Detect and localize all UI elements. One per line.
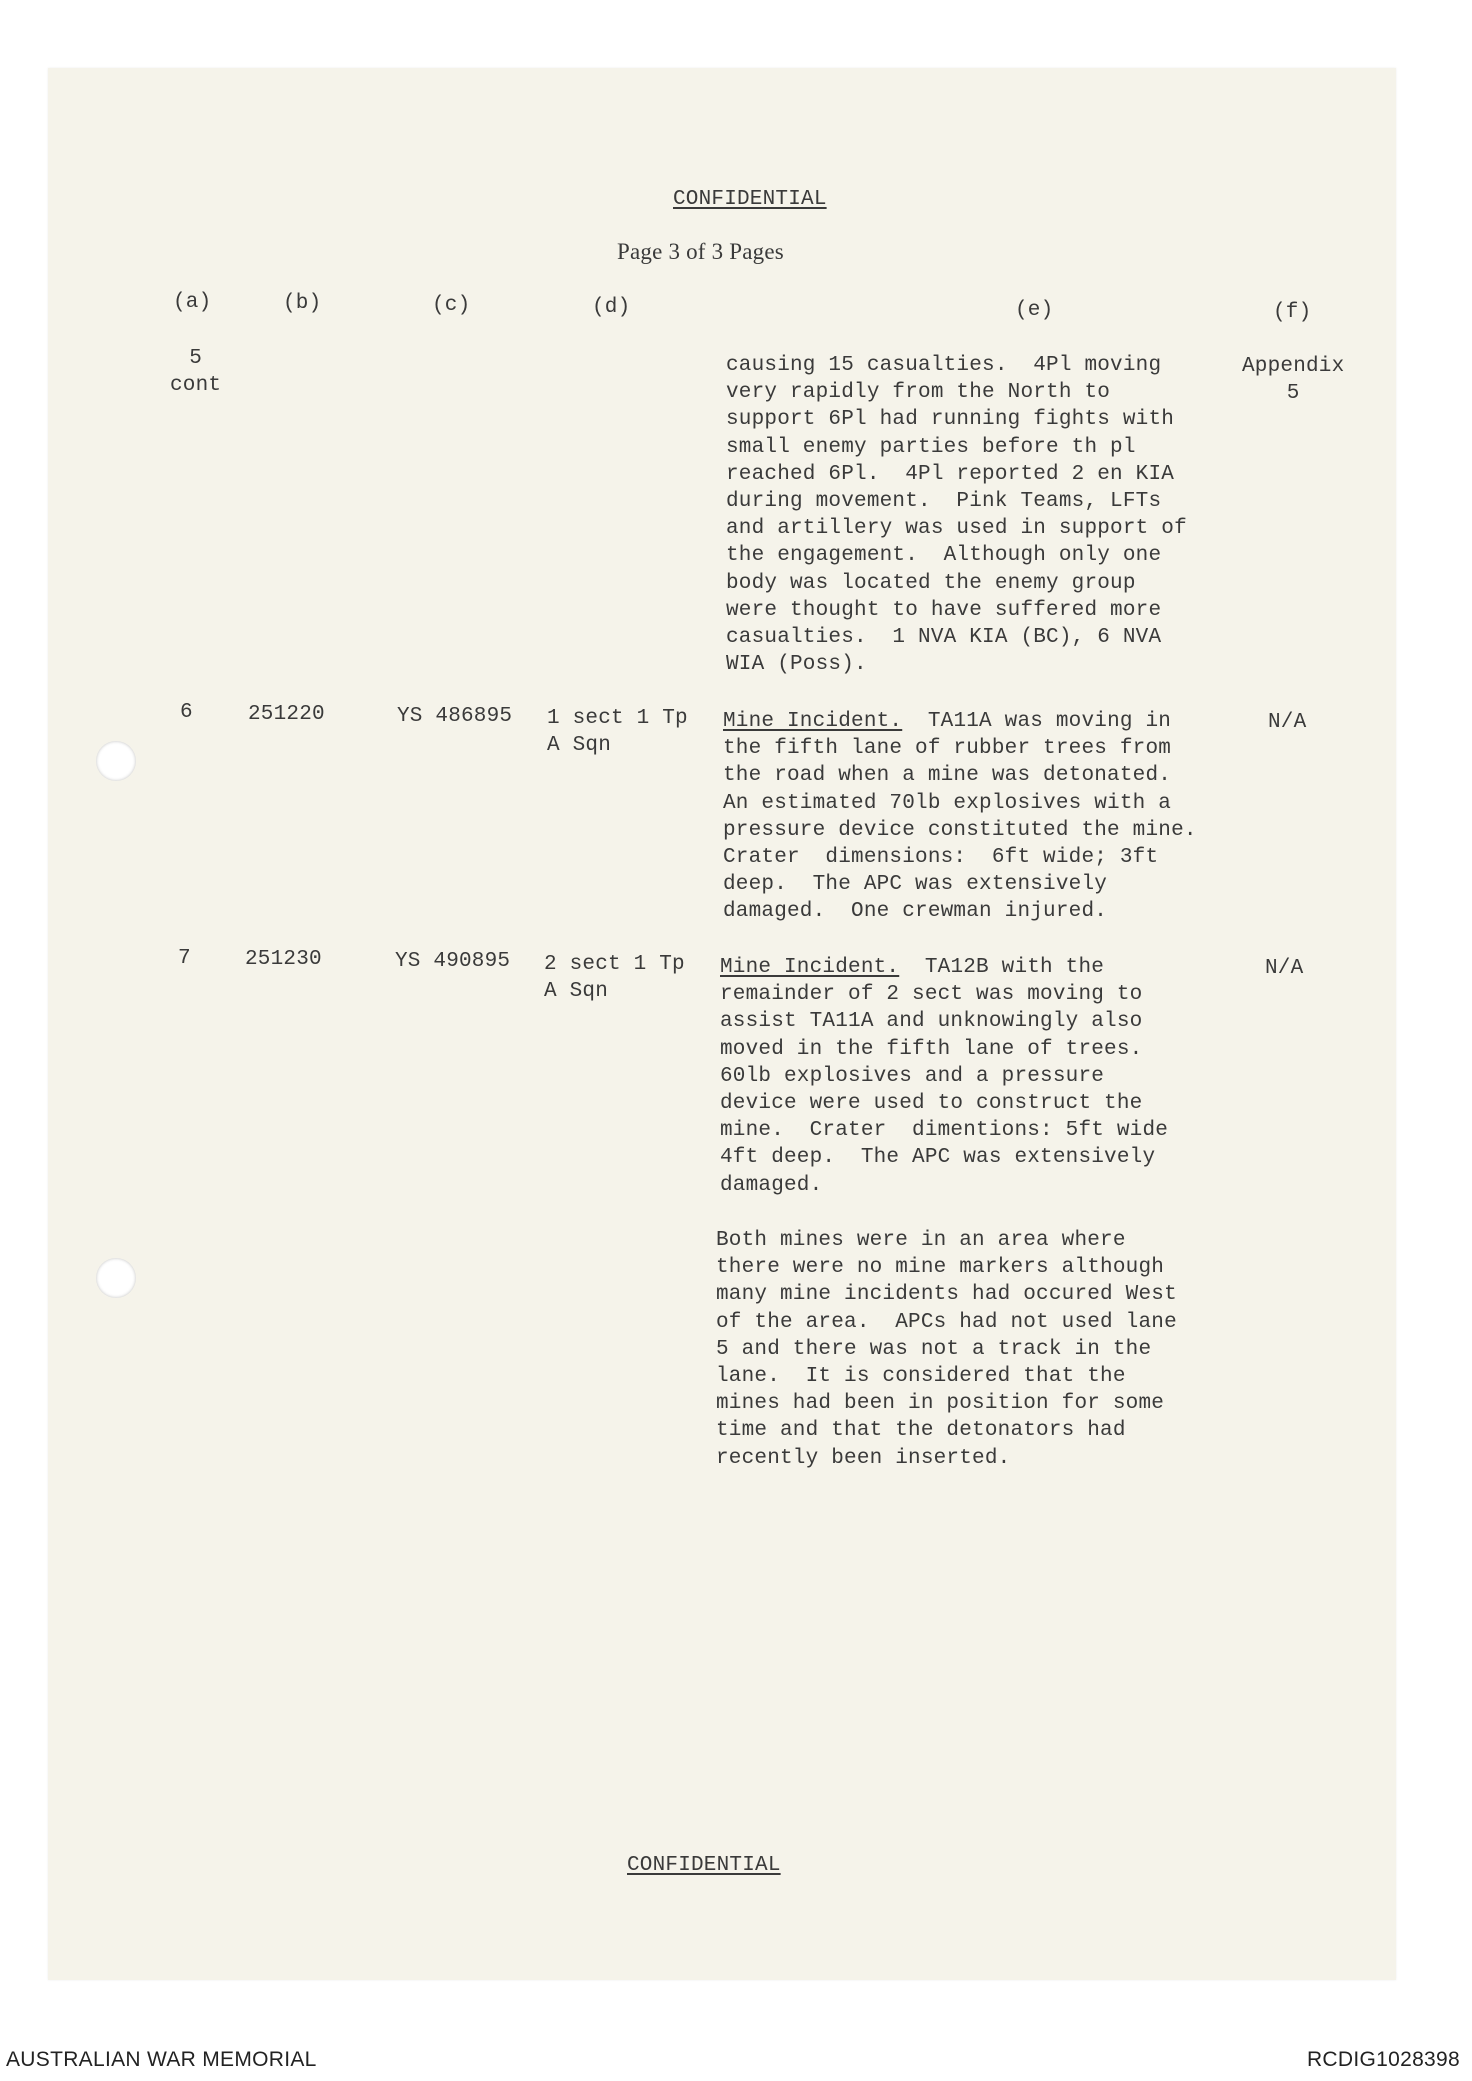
entry-serial: 7 xyxy=(178,947,191,970)
punch-hole-bottom xyxy=(96,1258,136,1298)
entry-time: 251220 xyxy=(248,703,325,726)
entry-time: 251230 xyxy=(245,948,322,971)
entry-narrative xyxy=(720,954,1168,1199)
entry-heading: Mine Incident. xyxy=(723,710,903,733)
column-header-e: (e) xyxy=(1015,299,1054,322)
entry-grid-reference: YS 490895 xyxy=(395,950,511,973)
entry-narrative xyxy=(723,708,1197,926)
entry-narrative-text: TA11A was moving in the fifth lane of rubber trees from the road when a mine was detonated. An estimated 70lb explosives with a pressure device constituted the mine. Crater dimensions: 6ft wide; 3ft deep. The APC was extensively damaged. One crewman injured. xyxy=(723,710,1197,924)
entry-narrative: causing 15 casualties. 4Pl moving very rapidly from the North to support 6Pl had running fights with small enemy parties before th pl reached 6Pl. 4Pl reported 2 en KIA during movement. Pink Teams, LFTs and artillery was used in support of the engagement. Although only one body was located the enemy group were thought to have suffered more casualties. 1 NVA KIA (BC), 6 NVA WIA (Poss). xyxy=(726,354,1187,677)
entry-serial: 6 xyxy=(180,701,193,724)
archive-source: AUSTRALIAN WAR MEMORIAL xyxy=(6,2048,317,2071)
column-header-d: (d) xyxy=(592,296,631,319)
punch-hole-top xyxy=(96,741,136,781)
entry-grid-reference: YS 486895 xyxy=(397,705,513,728)
archive-reference: RCDIG1028398 xyxy=(1306,2048,1460,2071)
entry-reference: Appendix 5 xyxy=(1242,355,1345,406)
entry-unit: 2 sect 1 Tp A Sqn xyxy=(544,953,685,1004)
entry-reference: N/A xyxy=(1268,711,1307,734)
column-header-b: (b) xyxy=(283,292,322,315)
entry-heading: Mine Incident. xyxy=(720,956,900,979)
entry-serial: 5 cont xyxy=(170,347,222,398)
column-header-a: (a) xyxy=(173,291,212,314)
classification-header: CONFIDENTIAL xyxy=(673,188,827,211)
classification-footer: CONFIDENTIAL xyxy=(627,1854,781,1877)
entry-unit: 1 sect 1 Tp A Sqn xyxy=(547,707,688,758)
entry-narrative-text: TA12B with the remainder of 2 sect was moving to assist TA11A and unknowingly also moved in the fifth lane of trees. 60lb explosives and a pressure device were used to construct the mine. Crater dimentions: 5ft wide 4ft deep. The APC was extensively damaged. xyxy=(720,956,1169,1197)
page-info: Page 3 of 3 Pages xyxy=(617,239,784,264)
column-header-c: (c) xyxy=(432,294,471,317)
entry-narrative-continued: Both mines were in an area where there were no mine markers although many mine incidents had occured West of the area. APCs had not used lane 5 and there was not a track in the lane. It is considered that the mines had been in position for some time and that the detonators had recently been inserted. xyxy=(716,1229,1177,1470)
column-header-f: (f) xyxy=(1273,301,1312,324)
entry-reference: N/A xyxy=(1265,957,1304,980)
